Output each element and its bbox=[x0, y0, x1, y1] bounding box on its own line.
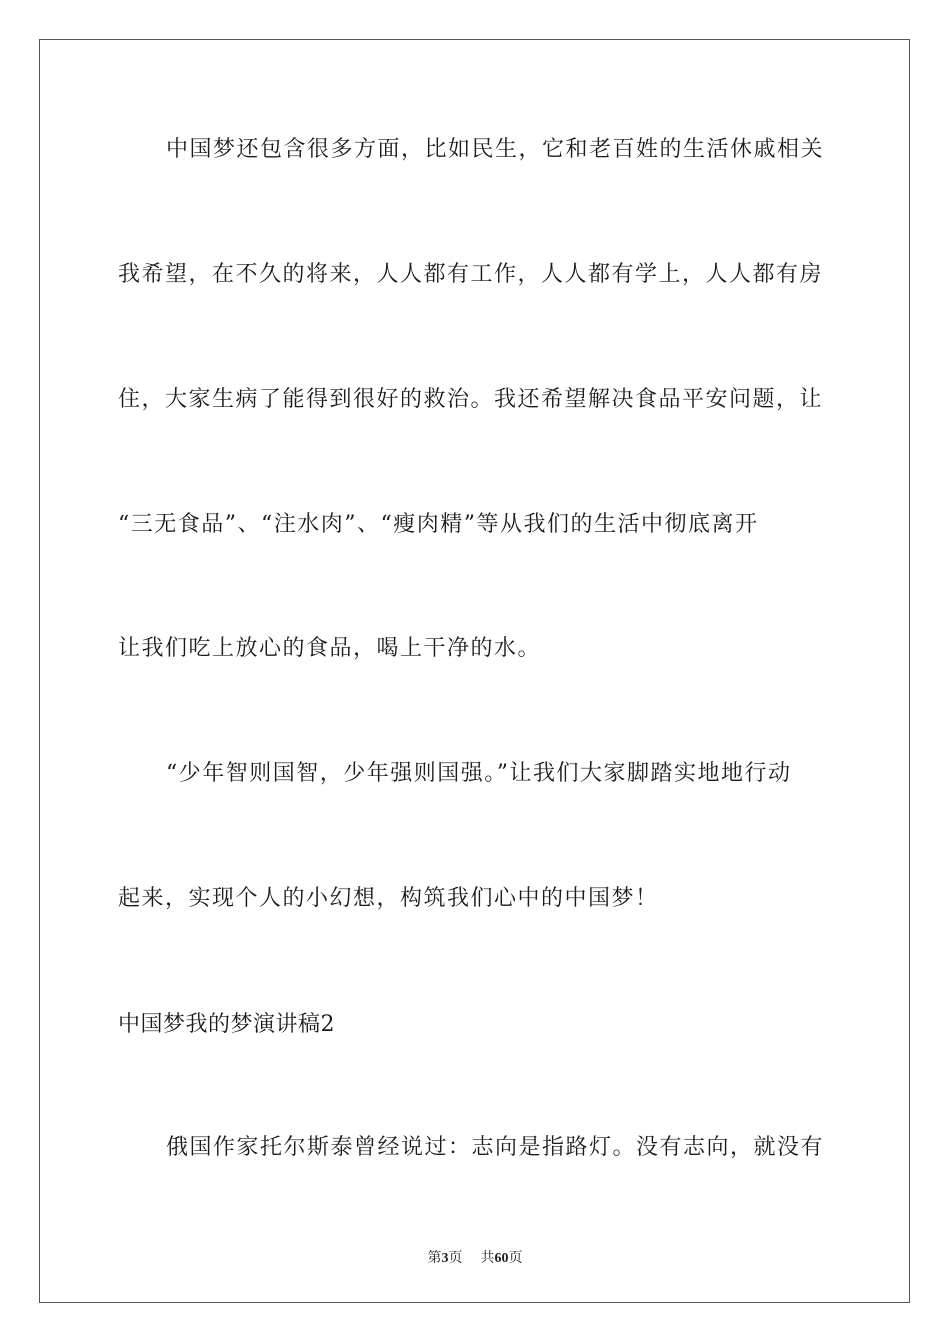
footer-page-prefix: 第 bbox=[427, 1251, 442, 1266]
footer-page-number: 3 bbox=[441, 1251, 449, 1266]
page-footer bbox=[0, 1247, 950, 1267]
page-border bbox=[39, 39, 910, 1303]
footer-total-pages: 60 bbox=[494, 1251, 509, 1266]
footer-total-prefix: 共 bbox=[480, 1251, 495, 1266]
footer-page-suffix: 页 bbox=[448, 1251, 463, 1266]
paragraph-line-2: 我希望，在不久的将来，人人都有工作，人人都有学上，人人都有房 bbox=[118, 262, 824, 287]
footer-total-suffix: 页 bbox=[508, 1251, 523, 1266]
paragraph-line-3: 住，大家生病了能得到很好的救治。我还希望解决食品平安问题，让 bbox=[118, 387, 824, 412]
paragraph-line-4: “三无食品”、“注水肉”、“瘦肉精”等从我们的生活中彻底离开 bbox=[118, 512, 759, 537]
paragraph-line-9: 俄国作家托尔斯泰曾经说过：志向是指路灯。没有志向，就没有 bbox=[166, 1135, 825, 1160]
paragraph-line-7: 起来，实现个人的小幻想，构筑我们心中的中国梦！ bbox=[118, 886, 659, 911]
paragraph-line-5: 让我们吃上放心的食品，喝上干净的水。 bbox=[118, 636, 542, 661]
paragraph-line-6: “少年智则国智，少年强则国强。”让我们大家脚踏实地地行动 bbox=[166, 761, 792, 786]
paragraph-line-1: 中国梦还包含很多方面，比如民生，它和老百姓的生活休戚相关 bbox=[166, 137, 825, 162]
section-heading: 中国梦我的梦演讲稿2 bbox=[118, 1012, 335, 1037]
